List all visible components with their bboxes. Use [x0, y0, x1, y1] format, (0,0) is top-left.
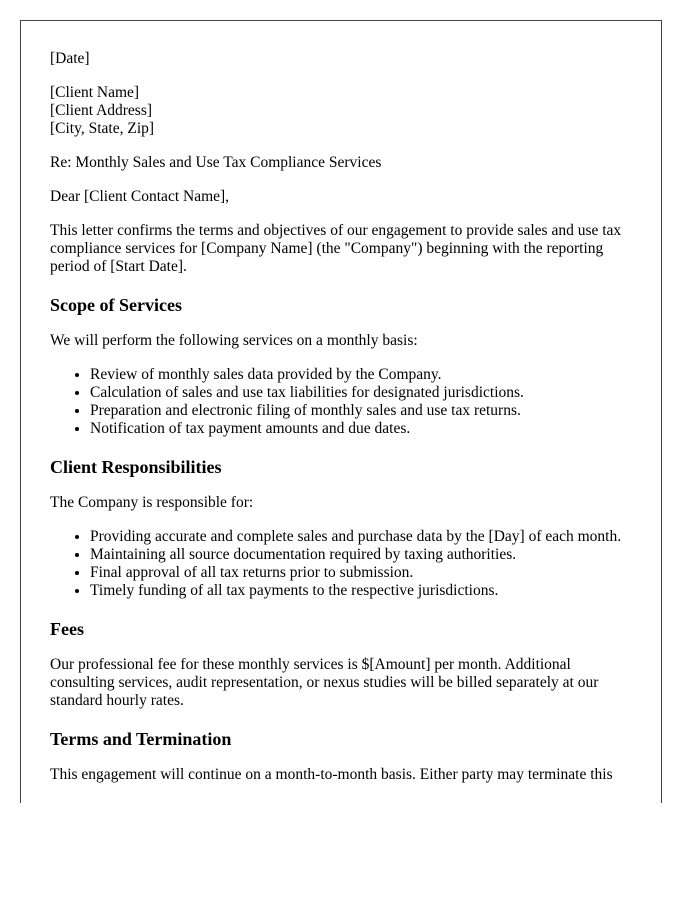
terms-heading: Terms and Termination — [50, 729, 232, 749]
letter-content — [50, 21, 625, 784]
list-item: • Providing accurate and complete sales and purchase data by the [Day] of each month. — [90, 528, 625, 546]
client-address: [Client Address] — [50, 102, 153, 119]
responsibilities-list — [50, 528, 625, 600]
responsibilities-heading: Client Responsibilities — [50, 457, 222, 477]
list-item: • Maintaining all source documentation required by taxing authorities. — [90, 546, 625, 564]
client-address-block — [50, 84, 625, 138]
letter-greeting: Dear [Client Contact Name], — [50, 188, 230, 205]
fees-heading: Fees — [50, 619, 84, 639]
fees-text: Our professional fee for these monthly services is $[Amount] per month. Additional consulting services, audit representation, or nexus studies will be billed separately at our standard hourly rates. — [50, 656, 599, 709]
list-item: • Preparation and electronic filing of monthly sales and use tax returns. — [90, 402, 625, 420]
letter-page — [20, 20, 662, 803]
list-item: • Review of monthly sales data provided by the Company. — [90, 366, 625, 384]
letter-subject: Re: Monthly Sales and Use Tax Compliance Services — [50, 154, 382, 171]
client-city-state-zip: [City, State, Zip] — [50, 120, 155, 137]
client-name: [Client Name] — [50, 84, 140, 101]
scope-heading: Scope of Services — [50, 295, 182, 315]
letter-intro: This letter confirms the terms and objectives of our engagement to provide sales and use tax compliance services for [Company Name] (the "Company") beginning with the reporting period of [Start Date]. — [50, 222, 622, 275]
list-item: • Final approval of all tax returns prior to submission. — [90, 564, 625, 582]
list-item: • Timely funding of all tax payments to the respective jurisdictions. — [90, 582, 625, 600]
responsibilities-intro: The Company is responsible for: — [50, 494, 254, 511]
terms-text: This engagement will continue on a month-to-month basis. Either party may terminate this — [50, 766, 613, 783]
list-item: • Notification of tax payment amounts and due dates. — [90, 420, 625, 438]
scope-intro: We will perform the following services on a monthly basis: — [50, 332, 418, 349]
scope-list — [50, 366, 625, 438]
list-item: • Calculation of sales and use tax liabilities for designated jurisdictions. — [90, 384, 625, 402]
letter-date: [Date] — [50, 50, 90, 67]
